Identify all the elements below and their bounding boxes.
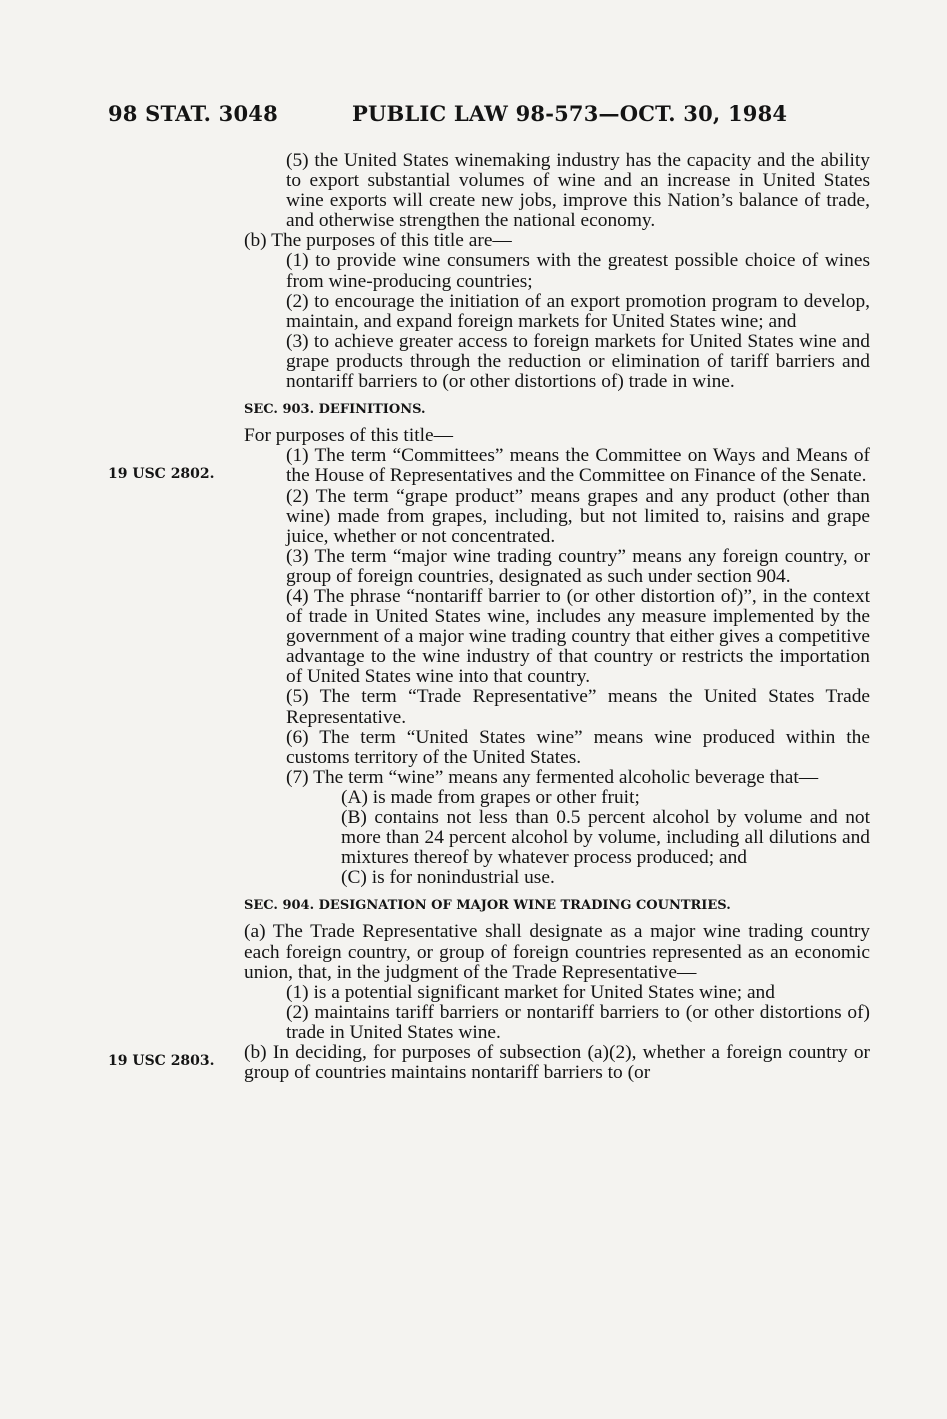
definition-3: (3) The term “major wine trading country” means any foreign country, or group of foreign countries, designated as such under section 904.: [286, 545, 870, 587]
designation-a: (a) The Trade Representative shall designate as a major wine trading country each foreign country, or group of foreign countries represented as an economic union, that, in the judgment of the Trade Representative—: [244, 921, 870, 983]
definition-5: (5) The term “Trade Representative” means the United States Trade Representative.: [286, 686, 870, 728]
definition-7-c: (C) is for nonindustrial use.: [341, 867, 555, 889]
purpose-1: (1) to provide wine consumers with the greatest possible choice of wines from wine-producing countries;: [286, 250, 870, 292]
section-903-heading: SEC. 903. DEFINITIONS.: [244, 402, 426, 418]
purposes-intro: (b) The purposes of this title are—: [244, 230, 512, 252]
definition-6: (6) The term “United States wine” means wine produced within the customs territory of the United States.: [286, 726, 870, 768]
running-title: PUBLIC LAW 98-573—OCT. 30, 1984: [352, 101, 788, 126]
definition-7-a: (A) is made from grapes or other fruit;: [341, 786, 640, 808]
definition-7-b: (B) contains not less than 0.5 percent alcohol by volume and not more than 24 percent alcohol by volume, including all dilutions and mixtures thereof by whatever process produced; and: [341, 807, 870, 869]
margin-note-sec903: 19 USC 2802.: [108, 466, 215, 482]
margin-note-sec904: 19 USC 2803.: [108, 1053, 215, 1069]
section-904-heading: SEC. 904. DESIGNATION OF MAJOR WINE TRADING COUNTRIES.: [244, 898, 731, 914]
designation-a-1: (1) is a potential significant market for United States wine; and: [286, 981, 775, 1003]
designation-a-2: (2) maintains tariff barriers or nontariff barriers to (or other distortions of) trade in United States wine.: [286, 1001, 870, 1043]
designation-b: (b) In deciding, for purposes of subsection (a)(2), whether a foreign country or group of countries maintains nontariff barriers to (or: [244, 1042, 870, 1084]
page-citation: 98 STAT. 3048: [108, 101, 278, 126]
statute-body: [244, 151, 870, 1083]
definition-4: (4) The phrase “nontariff barrier to (or other distortion of)”, in the context of trade in United States wine, includes any measure implemented by the government of a major wine trading country that either gives a competitive advantage to the wine industry of that country or restricts the importation of United States wine into that country.: [286, 585, 870, 688]
purpose-3: (3) to achieve greater access to foreign markets for United States wine and grape products through the reduction or elimination of tariff barriers and nontariff barriers to (or other distortions of) trade in wine.: [286, 330, 870, 393]
finding-5: (5) the United States winemaking industry has the capacity and the ability to export substantial volumes of wine and an increase in United States wine exports will create new jobs, improve this Nation’s balance of trade, and otherwise strengthen the national economy.: [286, 150, 870, 232]
definition-7: (7) The term “wine” means any fermented alcoholic beverage that—: [286, 766, 819, 788]
definitions-intro: For purposes of this title—: [244, 425, 453, 447]
definition-1: (1) The term “Committees” means the Committee on Ways and Means of the House of Representatives and the Committee on Finance of the Senate.: [286, 445, 870, 487]
definition-2: (2) The term “grape product” means grapes and any product (other than wine) made from grapes, including, but not limited to, raisins and grape juice, whether or not concentrated.: [286, 485, 870, 547]
page-header: [0, 101, 947, 131]
purpose-2: (2) to encourage the initiation of an export promotion program to develop, maintain, and expand foreign markets for United States wine; and: [286, 290, 870, 332]
